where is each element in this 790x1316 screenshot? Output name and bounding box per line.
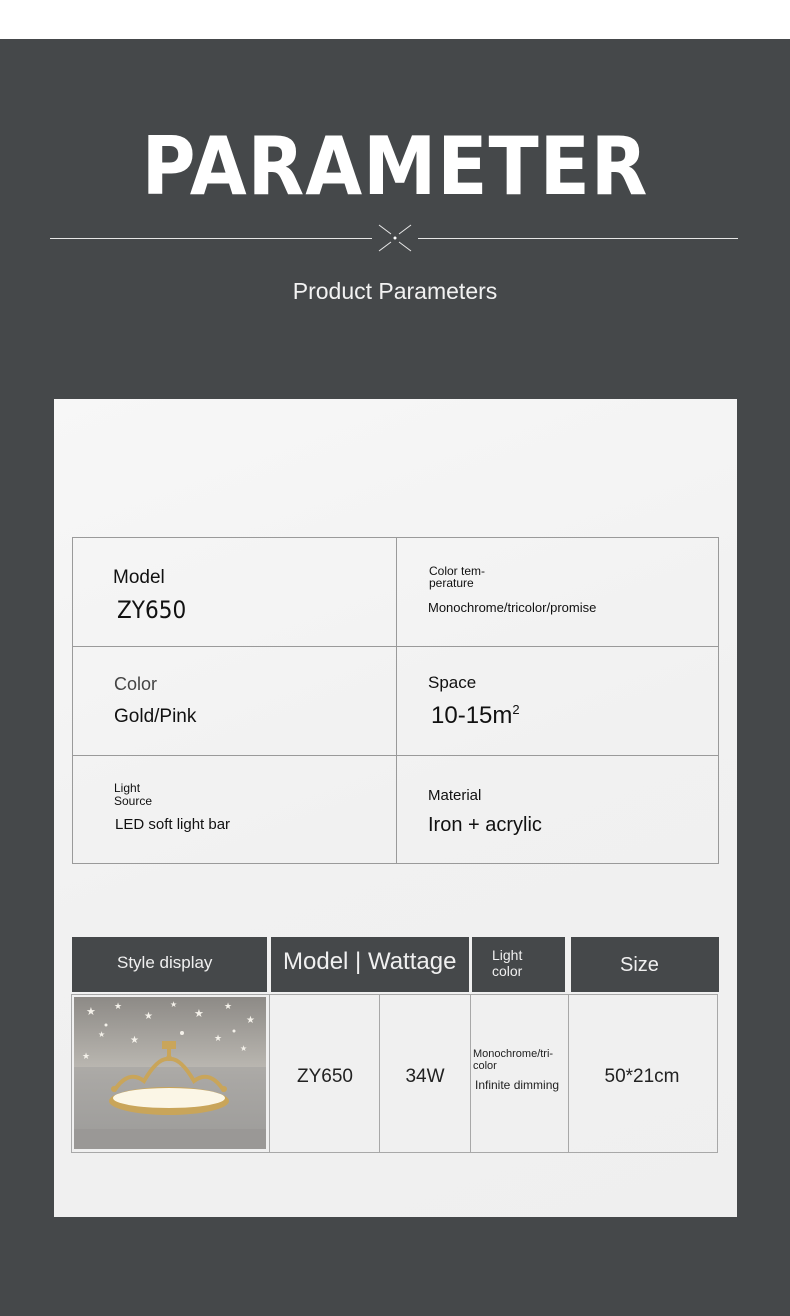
svg-text:★: ★ [130, 1035, 139, 1046]
light-source-label-line1: Light [114, 781, 141, 795]
material-value: Iron + acrylic [428, 814, 542, 836]
light-source-value: LED soft light bar [115, 816, 231, 833]
header-model-wattage-label: Model | Wattage [283, 948, 457, 975]
model-value: ZY650 [117, 596, 187, 624]
svg-text:★: ★ [194, 1007, 204, 1020]
crown-lamp-icon [74, 997, 266, 1149]
svg-text:★: ★ [98, 1030, 106, 1039]
row-light-color-line2: color [473, 1060, 497, 1072]
svg-text:★: ★ [240, 1044, 248, 1053]
color-temp-label-line2: perature [429, 576, 474, 590]
space-value-text: 10-15m [431, 702, 513, 729]
divider-left [50, 238, 372, 239]
light-source-label-line2: Source [114, 794, 153, 808]
color-label: Color [114, 674, 158, 694]
row-size: 50*21cm [604, 1066, 680, 1087]
header-light-color [472, 937, 565, 992]
divider-right [418, 238, 738, 239]
model-label: Model [113, 567, 165, 588]
space-label: Space [428, 673, 477, 692]
sparkle-icon [377, 223, 413, 253]
svg-text:★: ★ [144, 1011, 153, 1022]
header-light-color-line1: Light [492, 947, 523, 963]
svg-text:★: ★ [82, 1052, 91, 1062]
table-divider [396, 538, 397, 863]
svg-text:★: ★ [214, 1034, 223, 1044]
color-value: Gold/Pink [114, 706, 197, 727]
header-size-label: Size [620, 954, 659, 976]
page-title: PARAMETER [141, 120, 649, 213]
table-divider [73, 646, 718, 647]
svg-text:★: ★ [86, 1005, 96, 1018]
svg-text:★: ★ [170, 1000, 178, 1009]
svg-text:★: ★ [224, 1002, 233, 1012]
table-divider [470, 995, 471, 1152]
row-model: ZY650 [297, 1066, 353, 1087]
header-model-wattage [271, 937, 469, 992]
header-size [571, 937, 719, 992]
parameter-table [72, 537, 719, 864]
material-label: Material [428, 787, 482, 804]
row-light-color-line1: Monochrome/tri- [473, 1048, 554, 1060]
header-style-display-label: Style display [117, 953, 213, 972]
row-wattage: 34W [405, 1066, 445, 1087]
product-photo [74, 997, 266, 1149]
row-light-color-line3: Infinite dimming [475, 1078, 560, 1092]
header-light-color-line2: color [492, 963, 523, 979]
color-temp-value: Monochrome/tricolor/promise [428, 600, 597, 615]
page-subtitle: Product Parameters [292, 278, 498, 304]
svg-text:★: ★ [114, 1002, 123, 1012]
table-divider [73, 755, 718, 756]
space-unit-superscript: 2 [512, 702, 520, 717]
space-value [431, 702, 520, 730]
color-temp-label-line1: Color tem- [429, 564, 486, 578]
svg-text:★: ★ [246, 1015, 255, 1026]
header-style-display [72, 937, 267, 992]
